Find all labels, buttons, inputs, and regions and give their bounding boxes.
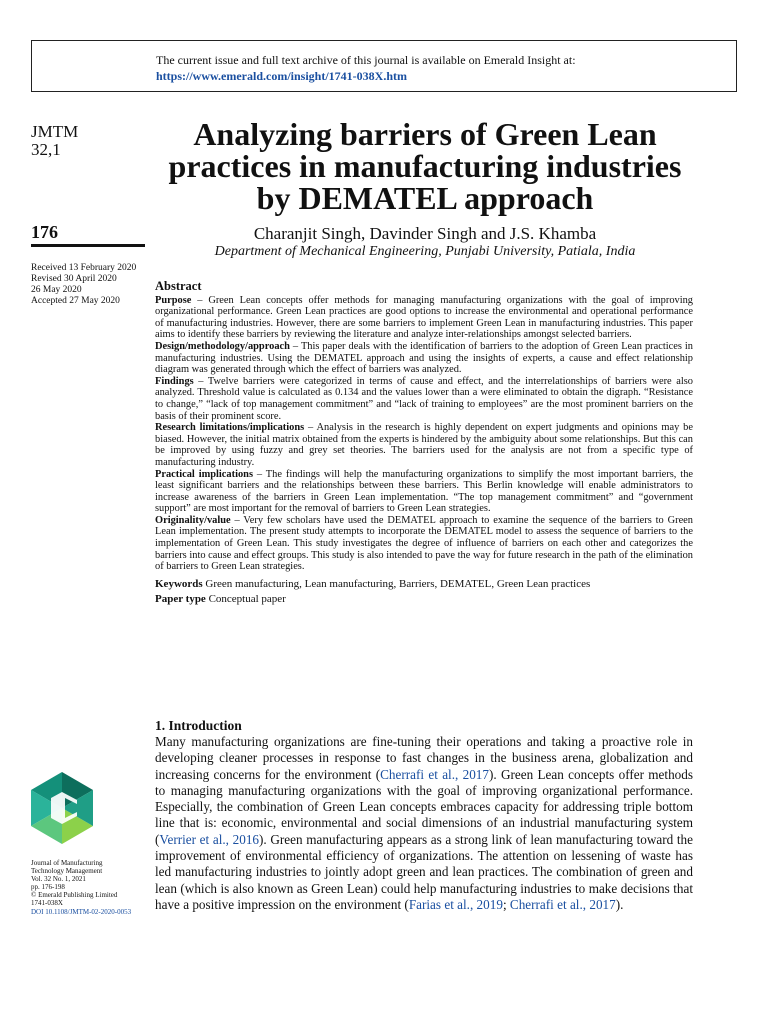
copyright: © Emerald Publishing Limited xyxy=(31,891,118,900)
findings-label: Findings xyxy=(155,375,194,387)
received-dates xyxy=(31,263,136,307)
issn: 1741-038X xyxy=(31,899,63,908)
intro-text-1: Many manufacturing organizations are fine-tuning their operations and taking a proactive role in developing cleaner processes in response to fast changes in the business arena, globalization and increasing concerns for the environment ( xyxy=(155,734,693,782)
intro-text-5: ). xyxy=(615,896,624,912)
emerald-logo-icon xyxy=(31,772,93,844)
keywords xyxy=(155,577,693,592)
abstract-section xyxy=(155,281,693,607)
doi-link[interactable]: DOI 10.1108/JMTM-02-2020-0053 xyxy=(31,907,132,916)
abstract-limitations xyxy=(155,422,693,468)
banner-text: The current issue and full text archive of this journal is available on Emerald Insight at: xyxy=(156,53,576,67)
abstract-originality xyxy=(155,515,693,573)
volume-info: Vol. 32 No. 1, 2021 xyxy=(31,875,86,884)
abstract-findings xyxy=(155,376,693,422)
introduction-heading: 1. Introduction xyxy=(155,718,242,733)
purpose-label: Purpose xyxy=(155,294,192,306)
design-label: Design/methodology/approach xyxy=(155,340,290,352)
papertype-text: Conceptual paper xyxy=(205,592,286,605)
introduction-section xyxy=(155,718,693,913)
revised-date-2: 26 May 2020 xyxy=(31,285,82,295)
limitations-text: – Analysis in the research is highly dependent on expert judgments and opinions may be biased. However, the initial matrix obtained from the experts is hindered by the ambiguity about some relationships. But this can be improved by using fuzzy and grey set theories. The barriers used for the analysis are not from a specific type of manufacturing industry. xyxy=(155,422,693,468)
article-title: Analyzing barriers of Green Lean practices in manufacturing industries by DEMATEL approach xyxy=(168,116,682,216)
journal-code xyxy=(31,123,78,159)
journal-archive-link[interactable]: https://www.emerald.com/insight/1741-038X.htm xyxy=(156,69,407,83)
paper-type xyxy=(155,592,693,607)
citation-link[interactable]: Cherrafi et al., 2017 xyxy=(380,766,489,782)
citation-link[interactable]: Farias et al., 2019 xyxy=(408,896,503,912)
practical-label: Practical implications xyxy=(155,468,253,480)
originality-text: – Very few scholars have used the DEMATEL approach to examine the sequence of the barriers to Green Lean implementation. The present study attempts to incorporate the DEMATEL model to assess the sequence of barriers to the implementation of Green Lean. This study investigates the degree of influence of barriers on each other and categorizes the barriers into cause and effect groups. This study is also intended to pave the way for future research in the path of the elimination of barriers to Green Lean strategies. xyxy=(155,514,693,573)
article-authors: Charanjit Singh, Davinder Singh and J.S. Khamba xyxy=(253,224,597,243)
revised-date: Revised 30 April 2020 xyxy=(31,274,117,284)
volume-issue: 32,1 xyxy=(31,140,61,159)
originality-label: Originality/value xyxy=(155,514,231,526)
intro-text-2: ). Green Lean concepts offer methods to managing manufacturing organizations with the goal of improving organizational performance. Especially, the combination of Green Lean concepts embraces capacity for addressing triple bottom line that is: economic, environmental and social dimensions of an industrial manufacturing system ( xyxy=(155,766,693,847)
received-date: Received 13 February 2020 xyxy=(31,263,137,273)
purpose-text: – Green Lean concepts offer methods for managing manufacturing organizations with the goal of improving organizational performance. Green Lean practices are good options to increase the environmental and operational performance of manufacturing industries. However, there are some barriers to implement Green Lean in manufacturing industries. This paper aims to identify these barriers by reviewing the literature and analyze inter-relationships amongst selected barriers. xyxy=(155,294,693,341)
keywords-label: Keywords xyxy=(155,577,203,590)
page-range: pp. 176-198 xyxy=(31,883,65,892)
citation-link[interactable]: Cherrafi et al., 2017 xyxy=(509,896,616,912)
abstract-purpose xyxy=(155,295,693,341)
margin-rule xyxy=(31,244,145,247)
journal-abbrev: JMTM xyxy=(31,122,79,141)
journal-name: Journal of Manufacturing xyxy=(31,859,103,867)
abstract-practical xyxy=(155,469,693,515)
author-affiliation: Department of Mechanical Engineering, Punjabi University, Patiala, India xyxy=(214,244,636,259)
intro-text-3: ). Green manufacturing appears as a strong link of lean manufacturing toward the improvement of environmental efficiency of organizations. The attention on lessening of waste has led manufacturing industries to jointly adopt green and lean practices. The combination of green and lean (which is also known as Green Lean) could help manufacturing industries to make decisions that have a positive impression on the environment ( xyxy=(155,831,693,912)
archive-banner xyxy=(31,40,737,92)
abstract-design xyxy=(155,341,693,376)
limitations-label: Research limitations/implications xyxy=(155,422,305,434)
journal-name-2: Technology Management xyxy=(31,867,103,876)
page-number: 176 xyxy=(31,222,58,242)
design-text: – This paper deals with the identification of barriers to the adoption of Green Lean practices in manufacturing industries. Using the DEMATEL approach and using the insights of experts, a cause and effect relationship diagram was generated through which the effect of barriers was analyzed. xyxy=(155,340,693,376)
papertype-label: Paper type xyxy=(155,592,206,605)
keywords-text: Green manufacturing, Lean manufacturing, Barriers, DEMATEL, Green Lean practices xyxy=(202,577,591,590)
introduction-paragraph xyxy=(155,734,693,913)
intro-text-4: ; xyxy=(502,896,510,912)
findings-text: – Twelve barriers were categorized in terms of cause and effect, and the interrelationships of barriers were also analyzed. Threshold value is calculated as 0.134 and the values lower than a were eliminated to obtain the digraph. “Resistance to change,” “lack of top management commitment” and “lack of training to employees” are the most prominent barriers on the basis of their prominent score. xyxy=(155,375,693,422)
accepted-date: Accepted 27 May 2020 xyxy=(31,296,120,306)
citation-link[interactable]: Verrier et al., 2016 xyxy=(159,831,260,847)
practical-text: – The findings will help the manufacturing organizations to simplify the most important barriers, the least significant barriers and the relationships between these barriers. This Berlin knowledge will enable administrators to increase awareness of the barriers in Green Lean implementation. “The top management commitment” and “government support” are most important for the removal of barriers to Green Lean strategies. xyxy=(155,468,693,515)
publication-info xyxy=(31,859,131,916)
abstract-heading: Abstract xyxy=(155,279,202,293)
